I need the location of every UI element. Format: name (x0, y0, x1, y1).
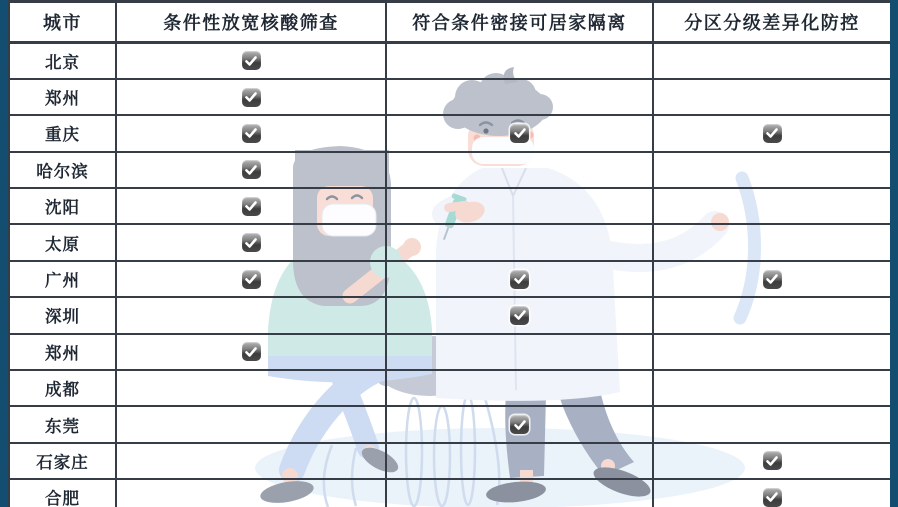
table-row (9, 261, 891, 297)
policy-table (8, 0, 892, 507)
table-body (9, 43, 891, 507)
policy-cell (386, 334, 653, 370)
policy-cell (653, 79, 891, 115)
city-cell: 深圳 (9, 297, 116, 333)
city-cell: 沈阳 (9, 188, 116, 224)
table-row (9, 188, 891, 224)
policy-cell (116, 152, 386, 188)
policy-cell (653, 406, 891, 442)
left-frame-border (0, 0, 8, 507)
checked-checkbox-icon (242, 160, 261, 179)
checked-checkbox-icon (763, 488, 782, 507)
column-header-home-quarantine: 符合条件密接可居家隔离 (386, 2, 653, 43)
checked-checkbox-icon (510, 415, 529, 434)
policy-cell (386, 261, 653, 297)
policy-cell (386, 224, 653, 260)
table-row (9, 443, 891, 479)
table-row (9, 152, 891, 188)
checked-checkbox-icon (242, 124, 261, 143)
policy-cell (116, 79, 386, 115)
city-cell: 重庆 (9, 115, 116, 151)
city-cell: 太原 (9, 224, 116, 260)
right-frame-border (890, 0, 898, 507)
policy-cell (116, 406, 386, 442)
checked-checkbox-icon (510, 306, 529, 325)
policy-cell (386, 115, 653, 151)
header-row (9, 2, 891, 43)
policy-cell (116, 224, 386, 260)
policy-cell (386, 370, 653, 406)
policy-cell (653, 224, 891, 260)
policy-cell (653, 297, 891, 333)
policy-cell (116, 443, 386, 479)
table-row (9, 224, 891, 260)
checked-checkbox-icon (763, 451, 782, 470)
policy-cell (386, 43, 653, 79)
city-cell: 北京 (9, 43, 116, 79)
table-row (9, 115, 891, 151)
policy-cell (653, 115, 891, 151)
checked-checkbox-icon (510, 270, 529, 289)
policy-cell (653, 152, 891, 188)
policy-cell (116, 334, 386, 370)
policy-cell (653, 43, 891, 79)
policy-cell (386, 188, 653, 224)
table-row (9, 370, 891, 406)
table-row (9, 334, 891, 370)
table-row (9, 297, 891, 333)
checked-checkbox-icon (242, 51, 261, 70)
policy-cell (653, 188, 891, 224)
policy-cell (116, 297, 386, 333)
policy-cell (116, 261, 386, 297)
column-header-city: 城市 (9, 2, 116, 43)
city-cell: 成都 (9, 370, 116, 406)
checked-checkbox-icon (763, 270, 782, 289)
policy-cell (653, 261, 891, 297)
policy-cell (386, 479, 653, 507)
checked-checkbox-icon (510, 124, 529, 143)
policy-cell (386, 297, 653, 333)
policy-cell (653, 443, 891, 479)
policy-cell (116, 115, 386, 151)
policy-cell (386, 406, 653, 442)
column-header-nucleic-screening: 条件性放宽核酸筛查 (116, 2, 386, 43)
checked-checkbox-icon (763, 124, 782, 143)
checked-checkbox-icon (242, 197, 261, 216)
policy-cell (653, 479, 891, 507)
policy-cell (116, 43, 386, 79)
city-cell: 合肥 (9, 479, 116, 507)
checked-checkbox-icon (242, 233, 261, 252)
table-row (9, 79, 891, 115)
policy-cell (386, 152, 653, 188)
policy-cell (653, 334, 891, 370)
table-row (9, 406, 891, 442)
policy-cell (116, 370, 386, 406)
city-cell: 郑州 (9, 79, 116, 115)
table-row (9, 43, 891, 79)
city-cell: 广州 (9, 261, 116, 297)
city-cell: 石家庄 (9, 443, 116, 479)
table-row (9, 479, 891, 507)
city-cell: 郑州 (9, 334, 116, 370)
policy-cell (386, 443, 653, 479)
policy-cell (386, 79, 653, 115)
policy-cell (116, 188, 386, 224)
policy-cell (116, 479, 386, 507)
city-cell: 东莞 (9, 406, 116, 442)
city-cell: 哈尔滨 (9, 152, 116, 188)
table-header (9, 2, 891, 43)
checked-checkbox-icon (242, 88, 261, 107)
column-header-zoned-control: 分区分级差异化防控 (653, 2, 891, 43)
checked-checkbox-icon (242, 270, 261, 289)
policy-cell (653, 370, 891, 406)
checked-checkbox-icon (242, 342, 261, 361)
